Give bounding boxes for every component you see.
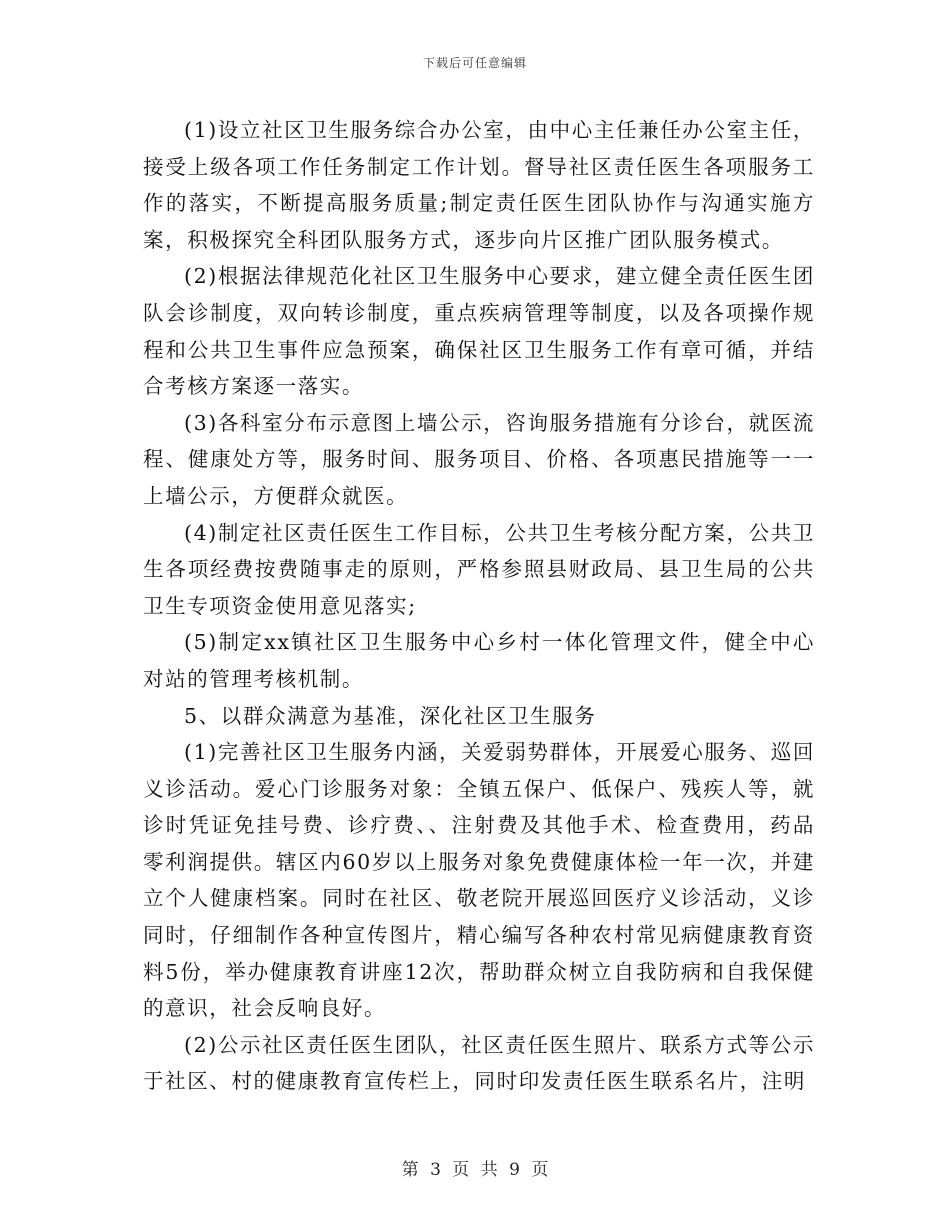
paragraph-1: (1)设立社区卫生服务综合办公室，由中心主任兼任办公室主任，接受上级各项工作任务制定工作计划。督导社区责任医生各项服务工作的落实，不断提高服务质量;制定责任医生团队协作与沟通实施方案，积极探究全科团队服务方式，逐步向片区推广团队服务模式。	[143, 118, 815, 252]
paragraph-3: (3)各科室分布示意图上墙公示，咨询服务措施有分诊台，就医流程、健康处方等，服务时间、服务项目、价格、各项惠民措施等一一上墙公示，方便群众就医。	[143, 410, 815, 508]
paragraph-7: (2)公示社区责任医生团队，社区责任医生照片、联系方式等公示于社区、村的健康教育宣传栏上，同时印发责任医生联系名片，注明	[143, 1032, 815, 1094]
paragraph-2: (2)根据法律规范化社区卫生服务中心要求，建立健全责任医生团队会诊制度，双向转诊制度，重点疾病管理等制度，以及各项操作规程和公共卫生事件应急预案，确保社区卫生服务工作有章可循，并结合考核方案逐一落实。	[143, 264, 815, 399]
paragraph-6: (1)完善社区卫生服务内涵，关爱弱势群体，开展爱心服务、巡回义诊活动。爱心门诊服务对象：全镇五保户、低保户、残疾人等，就诊时凭证免挂号费、诊疗费、、注射费及其他手术、检查费用，药品零利润提供。辖区内60岁以上服务对象免费健康体检一年一次，并建立个人健康档案。同时在社区、敬老院开展巡回医疗义诊活动，义诊同时，仔细制作各种宣传图片，精心编写各种农村常见病健康教育资料5份，举办健康教育讲座12次，帮助群众树立自我防病和自我保健的意识，社会反响良好。	[143, 740, 815, 1021]
document-body	[143, 112, 815, 1100]
paragraph-4: (4)制定社区责任医生工作目标，公共卫生考核分配方案，公共卫生各项经费按费随事走的原则，严格参照县财政局、县卫生局的公共卫生专项资金使用意见落实;	[143, 520, 815, 618]
section-heading: 5、以群众满意为基准，深化社区卫生服务	[184, 703, 597, 728]
paragraph-5: (5)制定xx镇社区卫生服务中心乡村一体化管理文件，健全中心对站的管理考核机制。	[143, 630, 815, 691]
page-number: 第 3 页 共 9 页	[401, 1160, 549, 1180]
page-header: 下载后可任意编辑	[422, 56, 527, 70]
